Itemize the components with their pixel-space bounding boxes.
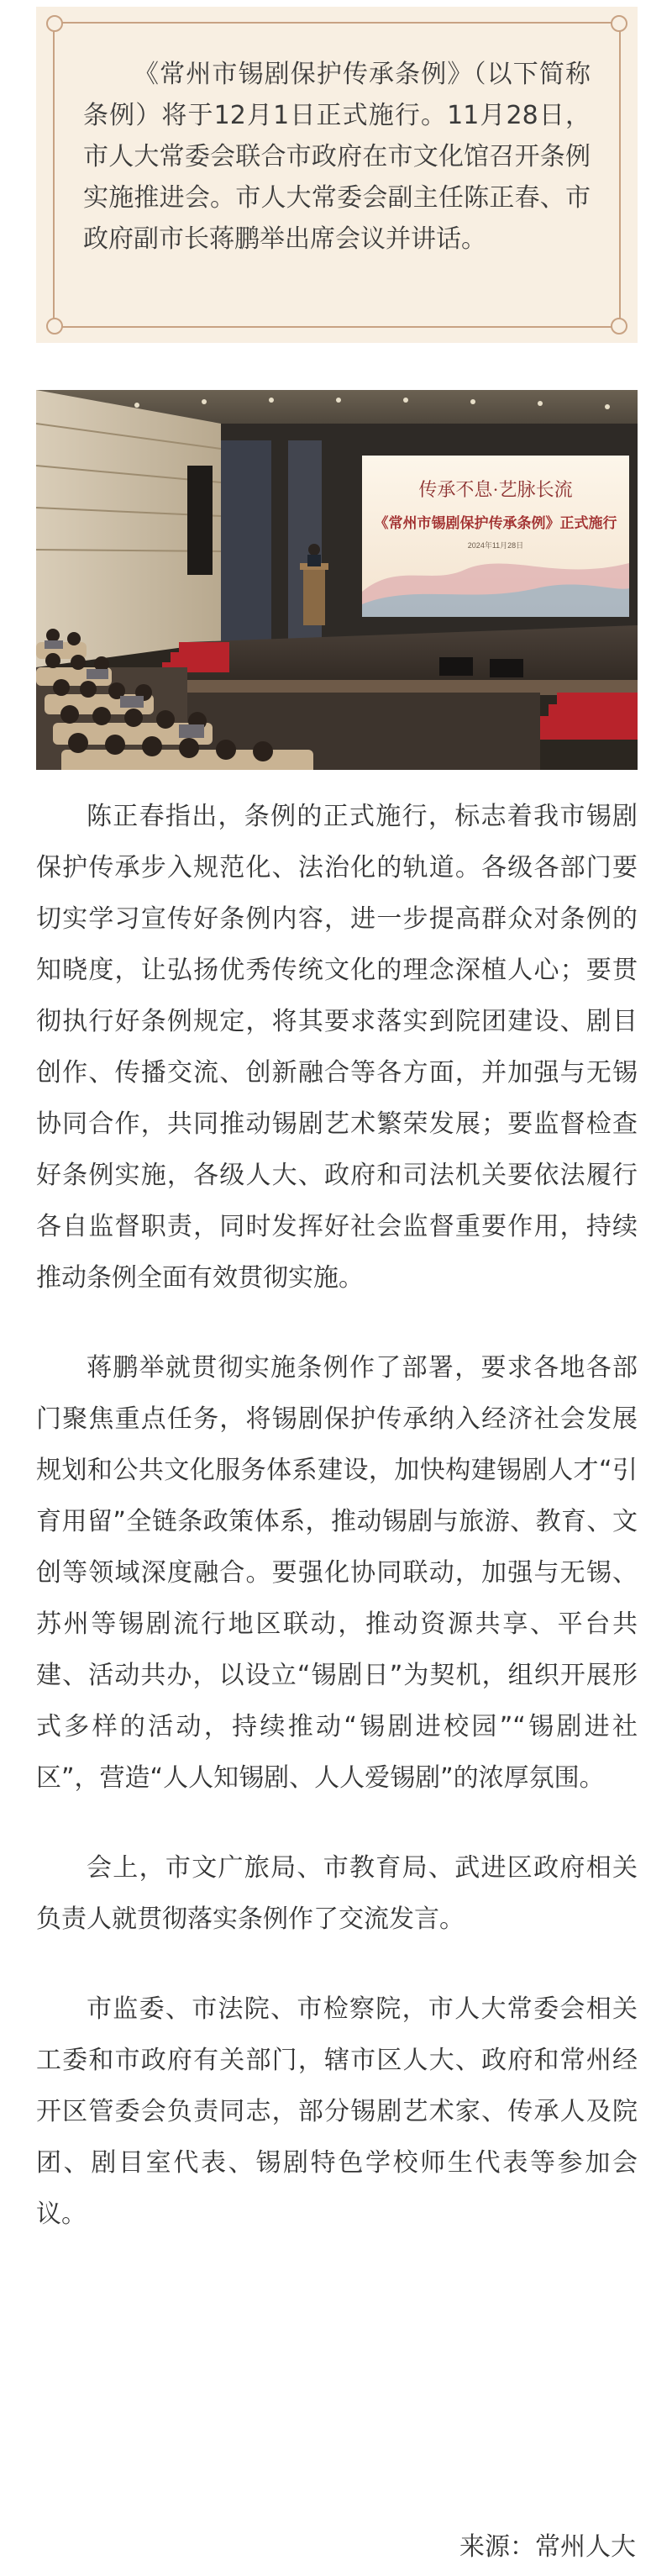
article-paragraph: 市监委、市法院、市检察院，市人大常委会相关工委和市政府有关部门，辖市区人大、政府和常州经开区管委会负责同志，部分锡剧艺术家、传承人及院团、剧目室代表、锡剧特色学校师生代表等参加会议。	[36, 1994, 638, 2229]
article-paragraph: 会上，市文广旅局、市教育局、武进区政府相关负责人就贯彻落实条例作了交流发言。	[36, 1853, 638, 1934]
frame-corner-ornament	[611, 15, 627, 32]
meeting-hall-illustration	[36, 390, 638, 770]
frame-corner-ornament	[46, 318, 63, 335]
frame-corner-ornament	[611, 318, 627, 335]
screen-date: 2024年11月28日	[467, 541, 524, 550]
screen-title: 《常州市锡剧保护传承条例》正式施行	[374, 515, 617, 531]
intro-paragraph: 《常州市锡剧保护传承条例》（以下简称条例）将于12月1日正式施行。11月28日，市人大常委会联合市政府在市文化馆召开条例实施推进会。市人大常委会副主任陈正春、市政府副市长蒋鹏举出席会议并讲话。	[83, 60, 591, 254]
source-credit: 来源：常州人大	[459, 2532, 636, 2562]
meeting-photo	[36, 390, 638, 770]
screen-slogan: 传承不息·艺脉长流	[418, 479, 573, 500]
intro-card	[36, 7, 638, 343]
article-paragraph: 蒋鹏举就贯彻实施条例作了部署，要求各地各部门聚焦重点任务，将锡剧保护传承纳入经济社会发展规划和公共文化服务体系建设，加快构建锡剧人才“引育用留”全链条政策体系，推动锡剧与旅游、教育、文创等领域深度融合。要强化协同联动，加强与无锡、苏州等锡剧流行地区联动，推动资源共享、平台共建、活动共办，以设立“锡剧日”为契机，组织开展形式多样的活动，持续推动“锡剧进校园”“锡剧进社区”，营造“人人知锡剧、人人爱锡剧”的浓厚氛围。	[36, 1353, 638, 1793]
intro-frame	[53, 22, 621, 328]
article-body	[36, 791, 638, 2278]
frame-corner-ornament	[46, 15, 63, 32]
article-paragraph: 陈正春指出，条例的正式施行，标志着我市锡剧保护传承步入规范化、法治化的轨道。各级各部门要切实学习宣传好条例内容，进一步提高群众对条例的知晓度，让弘扬优秀传统文化的理念深植人心；要贯彻执行好条例规定，将其要求落实到院团建设、剧目创作、传播交流、创新融合等各方面，并加强与无锡协同合作，共同推动锡剧艺术繁荣发展；要监督检查好条例实施，各级人大、政府和司法机关要依法履行各自监督职责，同时发挥好社会监督重要作用，持续推动条例全面有效贯彻实施。	[36, 802, 638, 1293]
